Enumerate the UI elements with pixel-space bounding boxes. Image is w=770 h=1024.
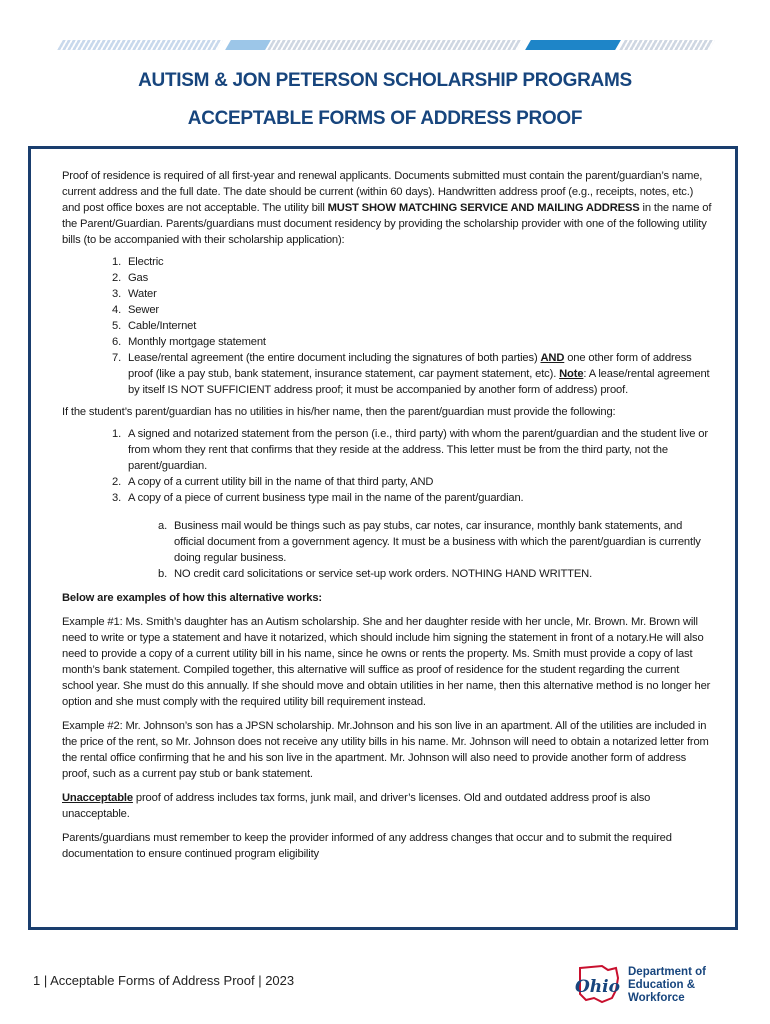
ohio-wordmark: Ohio [575, 977, 620, 997]
list-item: 5. Cable/Internet [124, 318, 712, 334]
list-item: 2. Gas [124, 270, 712, 286]
list-item: 1. A signed and notarized statement from the person (i.e., third party) with whom the parent/guardian and the student live or from whom they rent that confirms that they reside at the address. This letter must be from the third party, not the parent/guardian. [124, 426, 712, 474]
list-item: b. NO credit card solicitations or service set-up work orders. NOTHING HAND WRITTEN. [170, 566, 712, 582]
header-stripe [525, 40, 621, 50]
header-stripe [57, 40, 223, 50]
header-stripe [225, 40, 271, 50]
page-footer: 1 | Acceptable Forms of Address Proof | 2023 [33, 973, 295, 988]
list-item: 1. Electric [124, 254, 712, 270]
alternative-intro: If the student’s parent/guardian has no utilities in his/her name, then the parent/guardian must provide the following: [62, 406, 616, 418]
intro-paragraph: Proof of residence is required of all first-year and renewal applicants. Documents submitted must contain the parent/guardian’s name, current address and the full date. The date should be current (within 60 days). Handwritten address proof (e.g., receipts, notes, etc.) and post office boxes are not acceptable. The utility bill MUST SHOW MATCHING SERVICE AND MAILING ADDRESS in the name of the Parent/Guardian. Parents/guardians must document residency by providing the scholarship provider with one of the following utility bills (to be accompanied with their scholarship application): [62, 170, 712, 246]
example-2: Example #2: Mr. Johnson’s son has a JPSN scholarship. Mr.Johnson and his son live in an apartment. All of the utilities are included in the price of the rent, so Mr. Johnson does not receive any utility bills in his name. Mr. Johnson will need to obtain a notarized letter from the rental office confirming that he and his son live in the apartment. Mr. Johnson will also need to provide another form of address proof, such as a current pay stub or bank statement. [62, 720, 709, 780]
list-item: 3. Water [124, 286, 712, 302]
document-body [62, 168, 712, 866]
business-mail-sublist [62, 518, 712, 582]
unacceptable-paragraph: Unacceptable proof of address includes tax forms, junk mail, and driver’s licenses. Old and outdated address proof is also unacceptable. [62, 792, 651, 820]
document-title: AUTISM & JON PETERSON SCHOLARSHIP PROGRAMS [138, 70, 632, 91]
list-item: 2. A copy of a current utility bill in the name of that third party, AND [124, 474, 712, 490]
header-stripe [619, 40, 715, 50]
examples-heading: Below are examples of how this alternative works: [62, 592, 322, 604]
list-item: 3. A copy of a piece of current business type mail in the name of the parent/guardian. [124, 490, 712, 506]
ohio-department-logo [572, 962, 722, 1008]
list-item: 4. Sewer [124, 302, 712, 318]
list-item: 7. Lease/rental agreement (the entire document including the signatures of both parties) AND one other form of address proof (like a pay stub, bank statement, insurance statement, car payment statement, etc). Note: A lease/rental agreement by itself IS NOT SUFFICIENT address proof; it must be accompanied by another form of address) proof. [124, 350, 712, 398]
alternative-list [62, 426, 712, 506]
document-subtitle: ACCEPTABLE FORMS OF ADDRESS PROOF [187, 108, 583, 129]
header-stripe [267, 40, 523, 50]
ohio-state-icon [572, 964, 622, 1004]
utility-bill-list [62, 254, 712, 398]
example-1: Example #1: Ms. Smith’s daughter has an Autism scholarship. She and her daughter reside with her uncle, Mr. Brown. Mr. Brown will need to write or type a statement and have it notarized, which should include him signing the statement in front of a notary.He will also need to provide a copy of a current utility bill in his name, since he owns or rents the property. Ms. Smith must provide a copy of last month’s bank statement. Compiled together, this alternative will suffice as proof of residence for the student regarding the current school year. She must do this annually. If she should move and obtain utilities in her name, then this alternative method is no longer her option and she must comply with the required utility bill requirement instead. [62, 616, 711, 708]
list-item: 6. Monthly mortgage statement [124, 334, 712, 350]
logo-text: Department of Education & Workforce [628, 966, 706, 1004]
list-item: a. Business mail would be things such as pay stubs, car notes, car insurance, monthly bank statements, and official document from a government agency. It must be a business with which the parent/guardian is currently doing regular business. [170, 518, 712, 566]
reminder-paragraph: Parents/guardians must remember to keep the provider informed of any address changes that occur and to submit the required documentation to ensure continued program eligibility [62, 832, 672, 860]
